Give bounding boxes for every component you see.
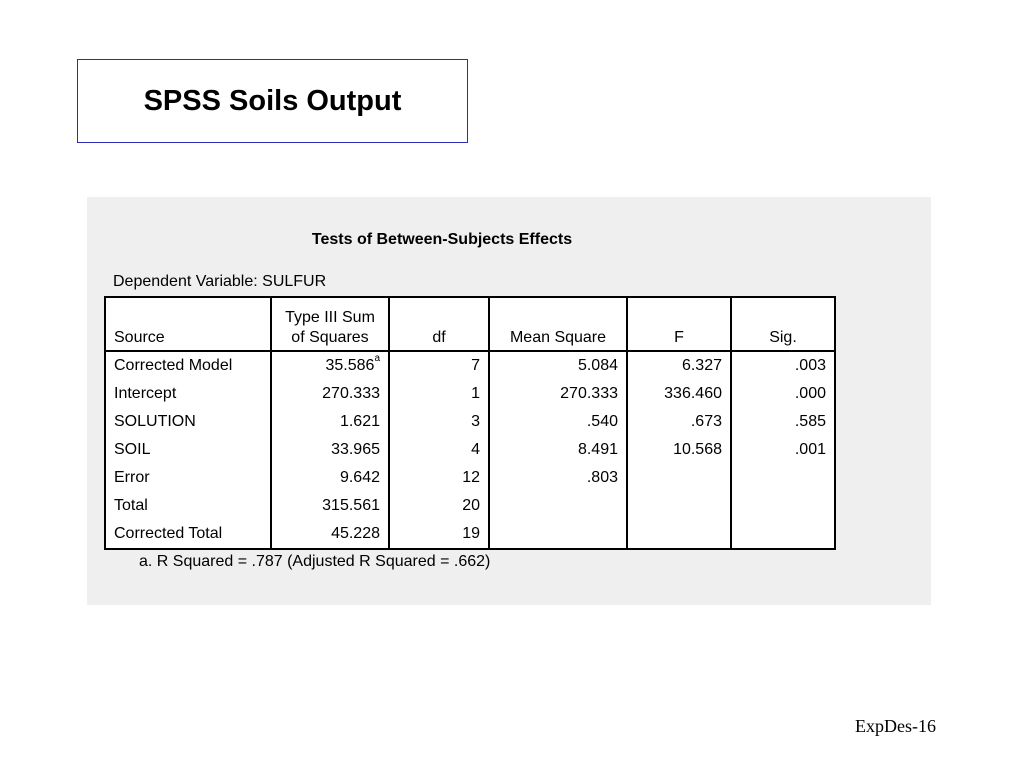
table-title: Tests of Between-Subjects Effects <box>311 231 573 248</box>
cell-df: 7 <box>389 351 489 380</box>
table-row <box>105 492 835 520</box>
cell-f <box>627 520 731 549</box>
cell-mean-square: .540 <box>489 408 627 436</box>
cell-f: 10.568 <box>627 436 731 464</box>
cell-df: 3 <box>389 408 489 436</box>
cell-mean-square: 8.491 <box>489 436 627 464</box>
cell-ss-value: 35.586 <box>325 357 375 374</box>
header-source: Source <box>105 297 271 351</box>
cell-f <box>627 492 731 520</box>
cell-mean-square <box>489 492 627 520</box>
table-row <box>105 520 835 549</box>
cell-sig: .001 <box>731 436 835 464</box>
cell-f: 336.460 <box>627 380 731 408</box>
cell-df: 12 <box>389 464 489 492</box>
cell-sig <box>731 464 835 492</box>
cell-source: Total <box>105 492 271 520</box>
cell-f: .673 <box>627 408 731 436</box>
header-ss-line2: of Squares <box>291 329 369 346</box>
cell-f <box>627 464 731 492</box>
cell-sum-of-squares: 270.333 <box>271 380 389 408</box>
cell-sum-of-squares: 1.621 <box>271 408 389 436</box>
header-f: F <box>627 297 731 351</box>
cell-source: Corrected Model <box>105 351 271 380</box>
header-sum-of-squares <box>271 297 389 351</box>
table-row <box>105 436 835 464</box>
cell-source: Intercept <box>105 380 271 408</box>
header-ss-line1: Type III Sum <box>285 309 375 326</box>
cell-sig: .585 <box>731 408 835 436</box>
slide-title-box <box>77 59 468 143</box>
table-row <box>105 464 835 492</box>
table-row <box>105 408 835 436</box>
header-df: df <box>389 297 489 351</box>
cell-source: SOIL <box>105 436 271 464</box>
cell-mean-square <box>489 520 627 549</box>
cell-sig <box>731 520 835 549</box>
cell-df: 19 <box>389 520 489 549</box>
cell-mean-square: 270.333 <box>489 380 627 408</box>
cell-source: Corrected Total <box>105 520 271 549</box>
cell-df: 4 <box>389 436 489 464</box>
footnote-marker: a <box>374 353 380 364</box>
dependent-variable-label: Dependent Variable: SULFUR <box>113 273 327 290</box>
cell-sum-of-squares <box>271 351 389 380</box>
cell-sig: .000 <box>731 380 835 408</box>
table-row <box>105 380 835 408</box>
cell-df: 20 <box>389 492 489 520</box>
cell-sum-of-squares: 45.228 <box>271 520 389 549</box>
header-mean-square: Mean Square <box>489 297 627 351</box>
slide-title: SPSS Soils Output <box>143 84 402 117</box>
cell-sum-of-squares: 9.642 <box>271 464 389 492</box>
cell-sig: .003 <box>731 351 835 380</box>
cell-mean-square: .803 <box>489 464 627 492</box>
cell-source: Error <box>105 464 271 492</box>
cell-source: SOLUTION <box>105 408 271 436</box>
spss-output-panel <box>87 197 931 605</box>
cell-f: 6.327 <box>627 351 731 380</box>
table-header-row <box>105 297 835 351</box>
table-footnote: a. R Squared = .787 (Adjusted R Squared = .662) <box>139 553 491 570</box>
cell-sum-of-squares: 315.561 <box>271 492 389 520</box>
slide-number: ExpDes-16 <box>855 716 936 736</box>
cell-df: 1 <box>389 380 489 408</box>
cell-mean-square: 5.084 <box>489 351 627 380</box>
table-row <box>105 351 835 380</box>
anova-table <box>104 296 836 550</box>
cell-sig <box>731 492 835 520</box>
cell-sum-of-squares: 33.965 <box>271 436 389 464</box>
header-sig: Sig. <box>731 297 835 351</box>
